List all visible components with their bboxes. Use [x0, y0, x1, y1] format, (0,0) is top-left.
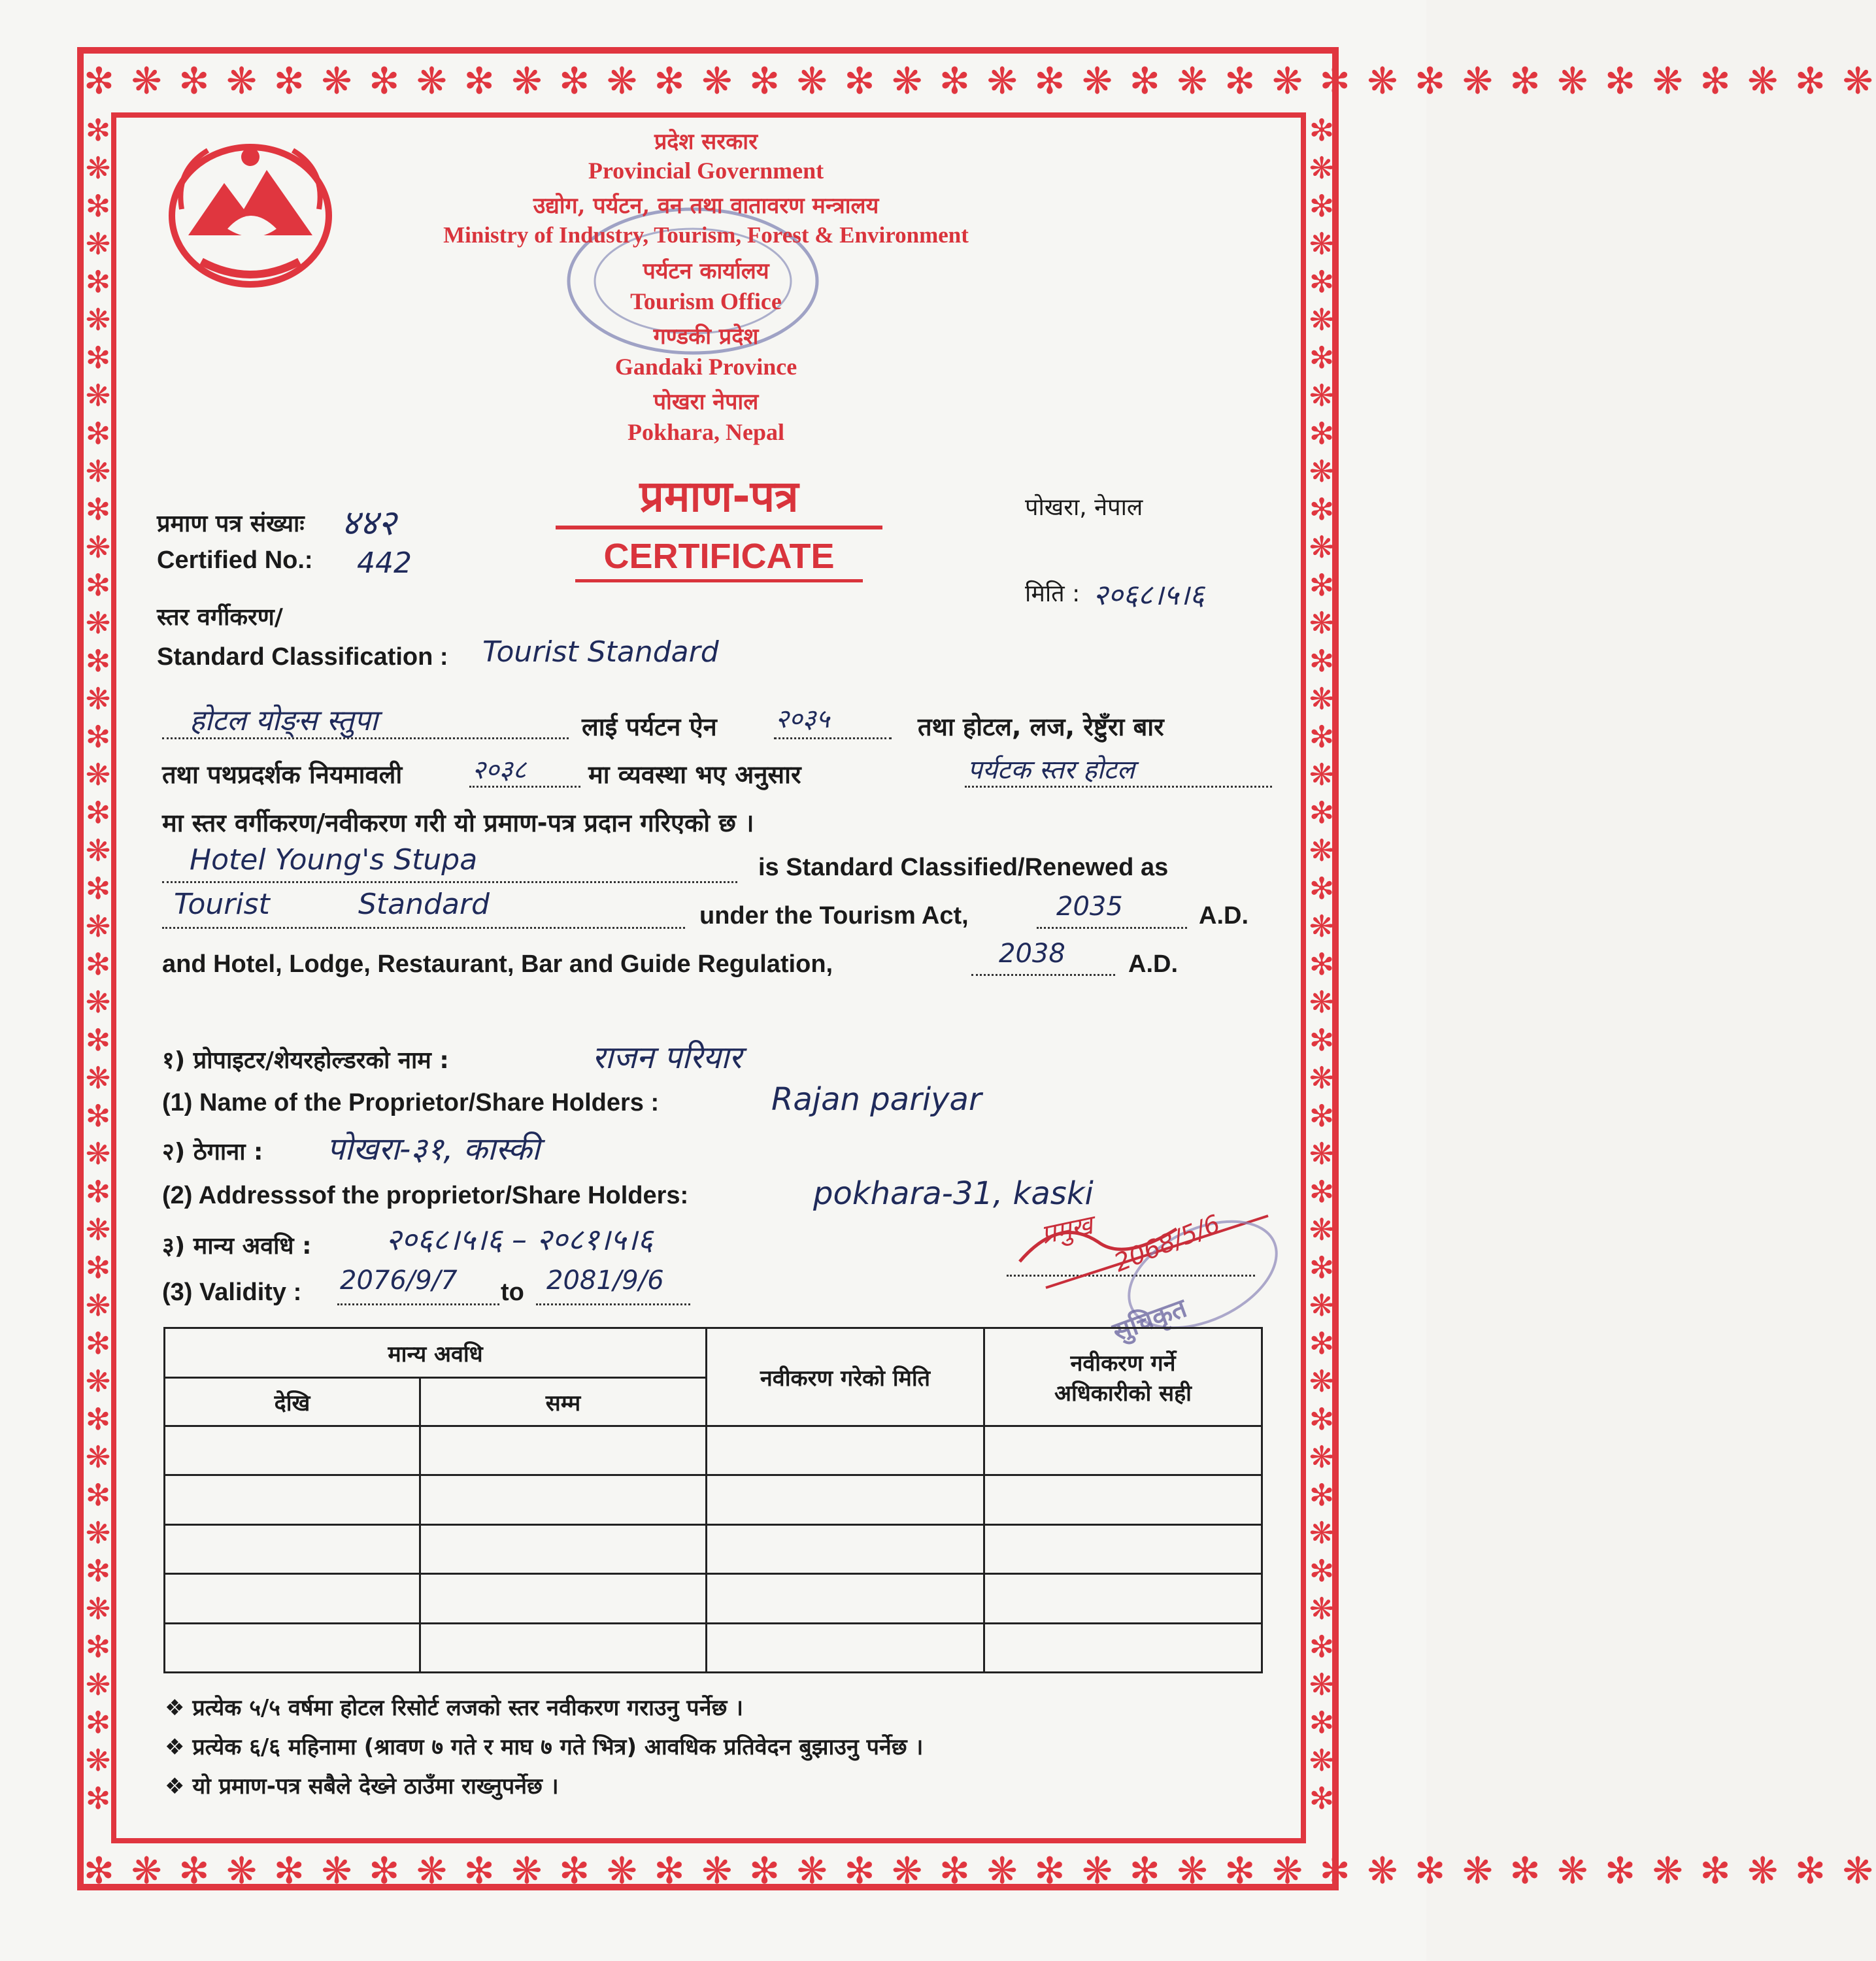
table-header-row — [165, 1328, 1262, 1378]
address-label-np: २) ठेगाना : — [162, 1139, 263, 1165]
officer-header-line-1: नवीकरण गर्ने — [1070, 1350, 1176, 1377]
body-np-line2-b: मा व्यवस्था भए अनुसार — [588, 760, 801, 789]
gov-np: प्रदेश सरकार — [654, 129, 758, 155]
proprietor-label-np: १) प्रोपाइटर/शेयरहोल्डरको नाम : — [162, 1047, 449, 1074]
reg-year-en: 2038 — [999, 939, 1065, 969]
title-en: CERTIFICATE — [603, 537, 835, 576]
address-label-en: (2) Addresssof the proprietor/Share Holders: — [162, 1182, 689, 1209]
body-np-line2-a: तथा पथप्रदर्शक नियमावली — [162, 760, 403, 789]
note-text: प्रत्येक ५/५ वर्षमा होटल रिसोर्ट लजको स्तर नवीकरण गराउनु पर्नेछ । — [192, 1695, 744, 1721]
cert-no-value-en: 442 — [357, 546, 412, 580]
hotel-name-np: होटल योङ्स स्तुपा — [190, 704, 378, 737]
from-header: देखि — [165, 1378, 420, 1426]
note-text: यो प्रमाण-पत्र सबैले देख्ने ठाउँमा राख्नुपर्नेछ । — [192, 1773, 559, 1800]
validity-value-np: २०६८।५।६ – २०८१।५।६ — [386, 1222, 654, 1257]
class-np: पर्यटक स्तर होटल — [967, 755, 1135, 785]
note-bullet-icon: ❖ — [165, 1734, 185, 1760]
validity-to-label: to — [501, 1279, 524, 1306]
class-en-b: Standard — [358, 888, 490, 921]
hotel-name-en: Hotel Young's Stupa — [190, 843, 478, 877]
reg-year-np: २०३८ — [472, 755, 527, 785]
hotel-name-en-line — [162, 881, 737, 883]
signature-stamp-text: सुचिकृत — [1109, 1293, 1191, 1348]
classification-label-np: स्तर वर्गीकरण/ — [157, 604, 283, 631]
cert-no-label-en: Certified No.: — [157, 546, 313, 574]
body-en-line3: and Hotel, Lodge, Restaurant, Bar and Guide Regulation, — [162, 950, 833, 978]
office-np: पर्यटन कार्यालय — [643, 258, 769, 284]
body-np-line1-b: तथा होटल, लज, रेष्टुँरा बार — [918, 712, 1164, 741]
proprietor-label-en: (1) Name of the Proprietor/Share Holders : — [162, 1089, 660, 1116]
body-np-line3: मा स्तर वर्गीकरण/नवीकरण गरी यो प्रमाण-पत्र प्रदान गरिएको छ । — [162, 809, 754, 837]
renewed-date-header: नवीकरण गरेको मिति — [707, 1328, 984, 1426]
validity-header: मान्य अवधि — [165, 1328, 707, 1378]
act-year-en-line — [1037, 927, 1187, 929]
note-bullet-icon: ❖ — [165, 1695, 185, 1721]
place-np: पोखरा, नेपाल — [1025, 494, 1143, 521]
ministry-en: Ministry of Industry, Tourism, Forest & Environment — [443, 222, 969, 248]
body-en-ad: A.D. — [1199, 902, 1248, 930]
cert-no-label-np: प्रमाण पत्र संख्याः — [157, 511, 305, 537]
top-flower-band: ✻ ❋ ✻ ❋ ✻ ❋ ✻ ❋ ✻ ❋ ✻ ❋ ✻ ❋ ✻ ❋ ✻ ❋ ✻ ❋ ✻ ❋ ✻ ❋ ✻ ❋ ✻ ❋ ✻ ❋ ✻ ❋ ✻ ❋ ✻ ❋ ✻ ❋ — [84, 60, 1876, 103]
title-rule-2 — [575, 579, 863, 582]
body-en-line1: is Standard Classified/Renewed as — [758, 854, 1169, 881]
date-label: मिति : — [1025, 580, 1080, 607]
note-item — [165, 1731, 923, 1761]
signature-date: 2068/5/6 — [1109, 1209, 1224, 1278]
note-text: प्रत्येक ६/६ महिनामा (श्रावण ७ गते र माघ ७ गते भित्र) आवधिक प्रतिवेदन बुझाउनु पर्नेछ । — [192, 1734, 924, 1760]
class-en-a: Tourist — [174, 888, 270, 921]
table-row — [165, 1623, 1262, 1672]
note-item — [165, 1692, 743, 1722]
officer-header — [984, 1328, 1262, 1426]
note-bullet-icon: ❖ — [165, 1773, 185, 1800]
body-en-ad-2: A.D. — [1128, 950, 1178, 978]
classification-value: Tourist Standard — [482, 635, 719, 669]
province-en: Gandaki Province — [614, 354, 797, 380]
class-np-line — [965, 786, 1272, 788]
cert-no-value-np: ४४२ — [341, 502, 397, 543]
body-np-line1-a: लाई पर्यटन ऐन — [582, 712, 717, 741]
date-value: २०६८।५।६ — [1093, 578, 1205, 612]
validity-label-en: (3) Validity : — [162, 1279, 302, 1306]
left-flower-band: ✻ ❋ ✻ ❋ ✻ ❋ ✻ ❋ ✻ ❋ ✻ ❋ ✻ ❋ ✻ ❋ ✻ ❋ ✻ ❋ ✻ ❋ ✻ ❋ ✻ ❋ ✻ ❋ ✻ ❋ ✻ ❋ ✻ ❋ ✻ ❋ ✻ ❋ ✻ ❋ ✻ ❋ ✻ ❋ ✻ — [85, 112, 111, 1816]
table-row — [165, 1524, 1262, 1573]
table-row — [165, 1475, 1262, 1524]
title-rule — [556, 526, 882, 529]
class-en-line — [162, 927, 685, 929]
table-row — [165, 1426, 1262, 1475]
reg-year-np-line — [469, 786, 580, 788]
validity-to-line — [536, 1303, 690, 1305]
address-value-np: पोखरा-३१, कास्की — [327, 1131, 541, 1167]
city-np: पोखरा नेपाल — [653, 389, 759, 415]
act-year-np: २०३५ — [775, 704, 830, 734]
nepal-emblem-icon — [162, 131, 339, 294]
signature-text: प्रमुख — [1038, 1210, 1096, 1250]
validity-label-np: ३) मान्य अवधि : — [162, 1233, 312, 1260]
validity-to: 2081/9/6 — [546, 1265, 664, 1296]
validity-from: 2076/9/7 — [340, 1265, 458, 1296]
note-item — [165, 1770, 559, 1800]
city-en: Pokhara, Nepal — [627, 419, 784, 445]
bottom-flower-band: ✻ ❋ ✻ ❋ ✻ ❋ ✻ ❋ ✻ ❋ ✻ ❋ ✻ ❋ ✻ ❋ ✻ ❋ ✻ ❋ ✻ ❋ ✻ ❋ ✻ ❋ ✻ ❋ ✻ ❋ ✻ ❋ ✻ ❋ ✻ ❋ ✻ ❋ — [84, 1850, 1876, 1892]
act-year-np-line — [774, 737, 892, 739]
proprietor-value-np: राजन परियार — [592, 1039, 742, 1076]
province-np: गण्डकी प्रदेश — [653, 324, 759, 350]
to-header: सम्म — [420, 1378, 707, 1426]
gov-en: Provincial Government — [588, 158, 824, 184]
ministry-np: उद्योग, पर्यटन, वन तथा वातावरण मन्त्रालय — [533, 193, 879, 219]
body-en-line2: under the Tourism Act, — [699, 902, 969, 930]
right-flower-band: ✻ ❋ ✻ ❋ ✻ ❋ ✻ ❋ ✻ ❋ ✻ ❋ ✻ ❋ ✻ ❋ ✻ ❋ ✻ ❋ ✻ ❋ ✻ ❋ ✻ ❋ ✻ ❋ ✻ ❋ ✻ ❋ ✻ ❋ ✻ ❋ ✻ ❋ ✻ ❋ ✻ ❋ ✻ ❋ ✻ — [1309, 112, 1335, 1816]
reg-year-en-line — [971, 974, 1115, 976]
title-np: प्रमाण-पत्र — [639, 471, 799, 522]
certificate-title — [556, 471, 882, 582]
classification-label-en: Standard Classification : — [157, 643, 448, 671]
officer-header-line-2: अधिकारीको सही — [1054, 1380, 1192, 1407]
office-en: Tourism Office — [630, 288, 782, 314]
table-row — [165, 1574, 1262, 1623]
renewal-table — [163, 1327, 1263, 1673]
proprietor-value-en: Rajan pariyar — [771, 1081, 982, 1118]
validity-from-line — [337, 1303, 499, 1305]
address-value-en: pokhara-31, kaski — [813, 1175, 1094, 1212]
act-year-en: 2035 — [1056, 892, 1123, 922]
